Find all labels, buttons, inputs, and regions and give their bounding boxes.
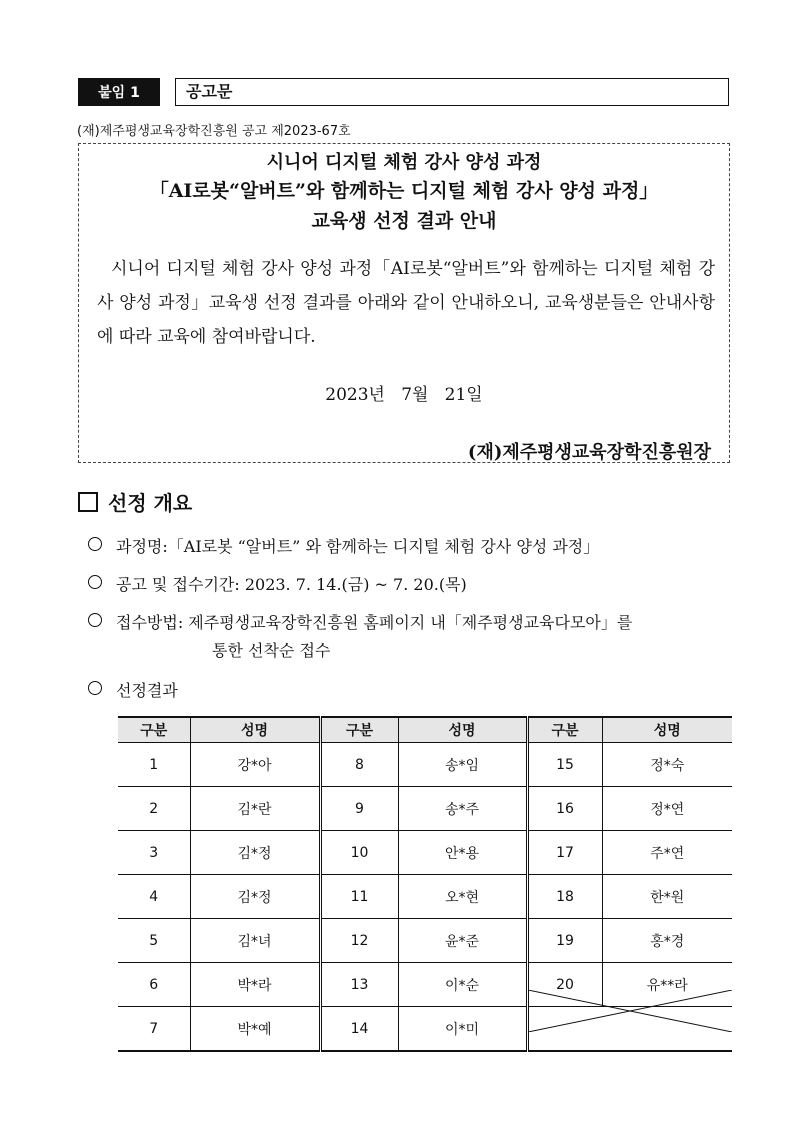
table-cell: 윤*준 xyxy=(398,919,527,963)
attachment-title: 공고문 xyxy=(175,78,729,106)
table-cell: 홍*경 xyxy=(602,919,732,963)
list-item-course xyxy=(88,534,599,557)
table-cell: 강*아 xyxy=(190,743,320,787)
table-cell: 4 xyxy=(118,875,190,919)
table-cell: 정*숙 xyxy=(602,743,732,787)
list-item-result xyxy=(88,678,178,701)
column-header: 성명 xyxy=(398,717,527,743)
table-row xyxy=(118,919,732,963)
table-cell: 5 xyxy=(118,919,190,963)
table-cell: 6 xyxy=(118,963,190,1007)
table-cell: 16 xyxy=(527,787,602,831)
list-item-text: 선정결과 xyxy=(116,681,178,700)
table-cell: 이*순 xyxy=(398,963,527,1007)
table-cell: 1 xyxy=(118,743,190,787)
table-cell: 8 xyxy=(320,743,398,787)
column-header: 구분 xyxy=(527,717,602,743)
table-cell: 7 xyxy=(118,1007,190,1052)
table-cell: 송*주 xyxy=(398,787,527,831)
table-cell: 박*라 xyxy=(190,963,320,1007)
circle-bullet-icon xyxy=(88,613,102,627)
table-row xyxy=(118,875,732,919)
list-item-text: 접수방법: 제주평생교육장학진흥원 홈페이지 내「제주평생교육다모아」를 xyxy=(116,613,633,632)
list-item-text-continued: 통한 선착순 접수 xyxy=(212,641,331,660)
table-cell: 10 xyxy=(320,831,398,875)
table-cell: 김*정 xyxy=(190,875,320,919)
table-cell: 김*정 xyxy=(190,831,320,875)
table-cell: 송*임 xyxy=(398,743,527,787)
table-cell: 14 xyxy=(320,1007,398,1052)
notice-number: (재)제주평생교육장학진흥원 공고 제2023-67호 xyxy=(77,124,351,139)
table-header-row xyxy=(118,717,732,743)
announcement-box xyxy=(78,143,730,463)
table-cell: 20 xyxy=(527,963,602,1007)
circle-bullet-icon xyxy=(88,537,102,551)
announcement-date: 2023년 7월 21일 xyxy=(325,385,483,405)
table-cell: 김*녀 xyxy=(190,919,320,963)
announcement-title-line1: 시니어 디지털 체험 강사 양성 과정 xyxy=(266,152,542,173)
table-cell: 한*원 xyxy=(602,875,732,919)
column-header: 성명 xyxy=(190,717,320,743)
list-item-period xyxy=(88,572,467,595)
announcement-title-line2: 「AI로봇“알버트”와 함께하는 디지털 체험 강사 양성 과정」 xyxy=(149,180,659,202)
table-cell: 17 xyxy=(527,831,602,875)
list-item-method xyxy=(88,610,633,660)
announcement-title-line3: 교육생 선정 결과 안내 xyxy=(311,210,497,232)
table-cell: 19 xyxy=(527,919,602,963)
circle-bullet-icon xyxy=(88,681,102,695)
circle-bullet-icon xyxy=(88,575,102,589)
announcement-body: 시니어 디지털 체험 강사 양성 과정「AI로봇“알버트”와 함께하는 디지털 체험 강사 양성 과정」교육생 선정 결과를 아래와 같이 안내하오니, 교육생분들은 안내사항에 따라 교육에 참여바랍니다. xyxy=(97,259,715,347)
table-cell: 이*미 xyxy=(398,1007,527,1052)
table-cell: 3 xyxy=(118,831,190,875)
table-cell: 김*란 xyxy=(190,787,320,831)
column-header: 성명 xyxy=(602,717,732,743)
list-item-text: 과정명:「AI로봇 “알버트” 와 함께하는 디지털 체험 강사 양성 과정」 xyxy=(116,537,600,556)
table-cell: 15 xyxy=(527,743,602,787)
table-cell: 안*용 xyxy=(398,831,527,875)
table-cell: 9 xyxy=(320,787,398,831)
table-cell: 유**라 xyxy=(602,963,732,1007)
table-row xyxy=(118,787,732,831)
table-cell: 12 xyxy=(320,919,398,963)
checkbox-square-icon xyxy=(78,492,98,512)
table-cell: 2 xyxy=(118,787,190,831)
section-title: 선정 개요 xyxy=(108,491,193,515)
list-item-text: 공고 및 접수기간: 2023. 7. 14.(금) ~ 7. 20.(목) xyxy=(116,575,467,594)
table-cell: 박*예 xyxy=(190,1007,320,1052)
table-cell: 오*현 xyxy=(398,875,527,919)
attachment-tag: 붙임 1 xyxy=(78,78,160,106)
table-cell: 주*연 xyxy=(602,831,732,875)
table-row xyxy=(118,743,732,787)
column-header: 구분 xyxy=(118,717,190,743)
announcement-signature: (재)제주평생교육장학진흥원장 xyxy=(467,442,711,463)
table-cell: 18 xyxy=(527,875,602,919)
table-cell: 11 xyxy=(320,875,398,919)
table-cell: 13 xyxy=(320,963,398,1007)
table-row xyxy=(118,831,732,875)
column-header: 구분 xyxy=(320,717,398,743)
table-cell: 정*연 xyxy=(602,787,732,831)
section-heading xyxy=(78,487,192,516)
crossed-out-cell-marker xyxy=(528,990,732,1032)
